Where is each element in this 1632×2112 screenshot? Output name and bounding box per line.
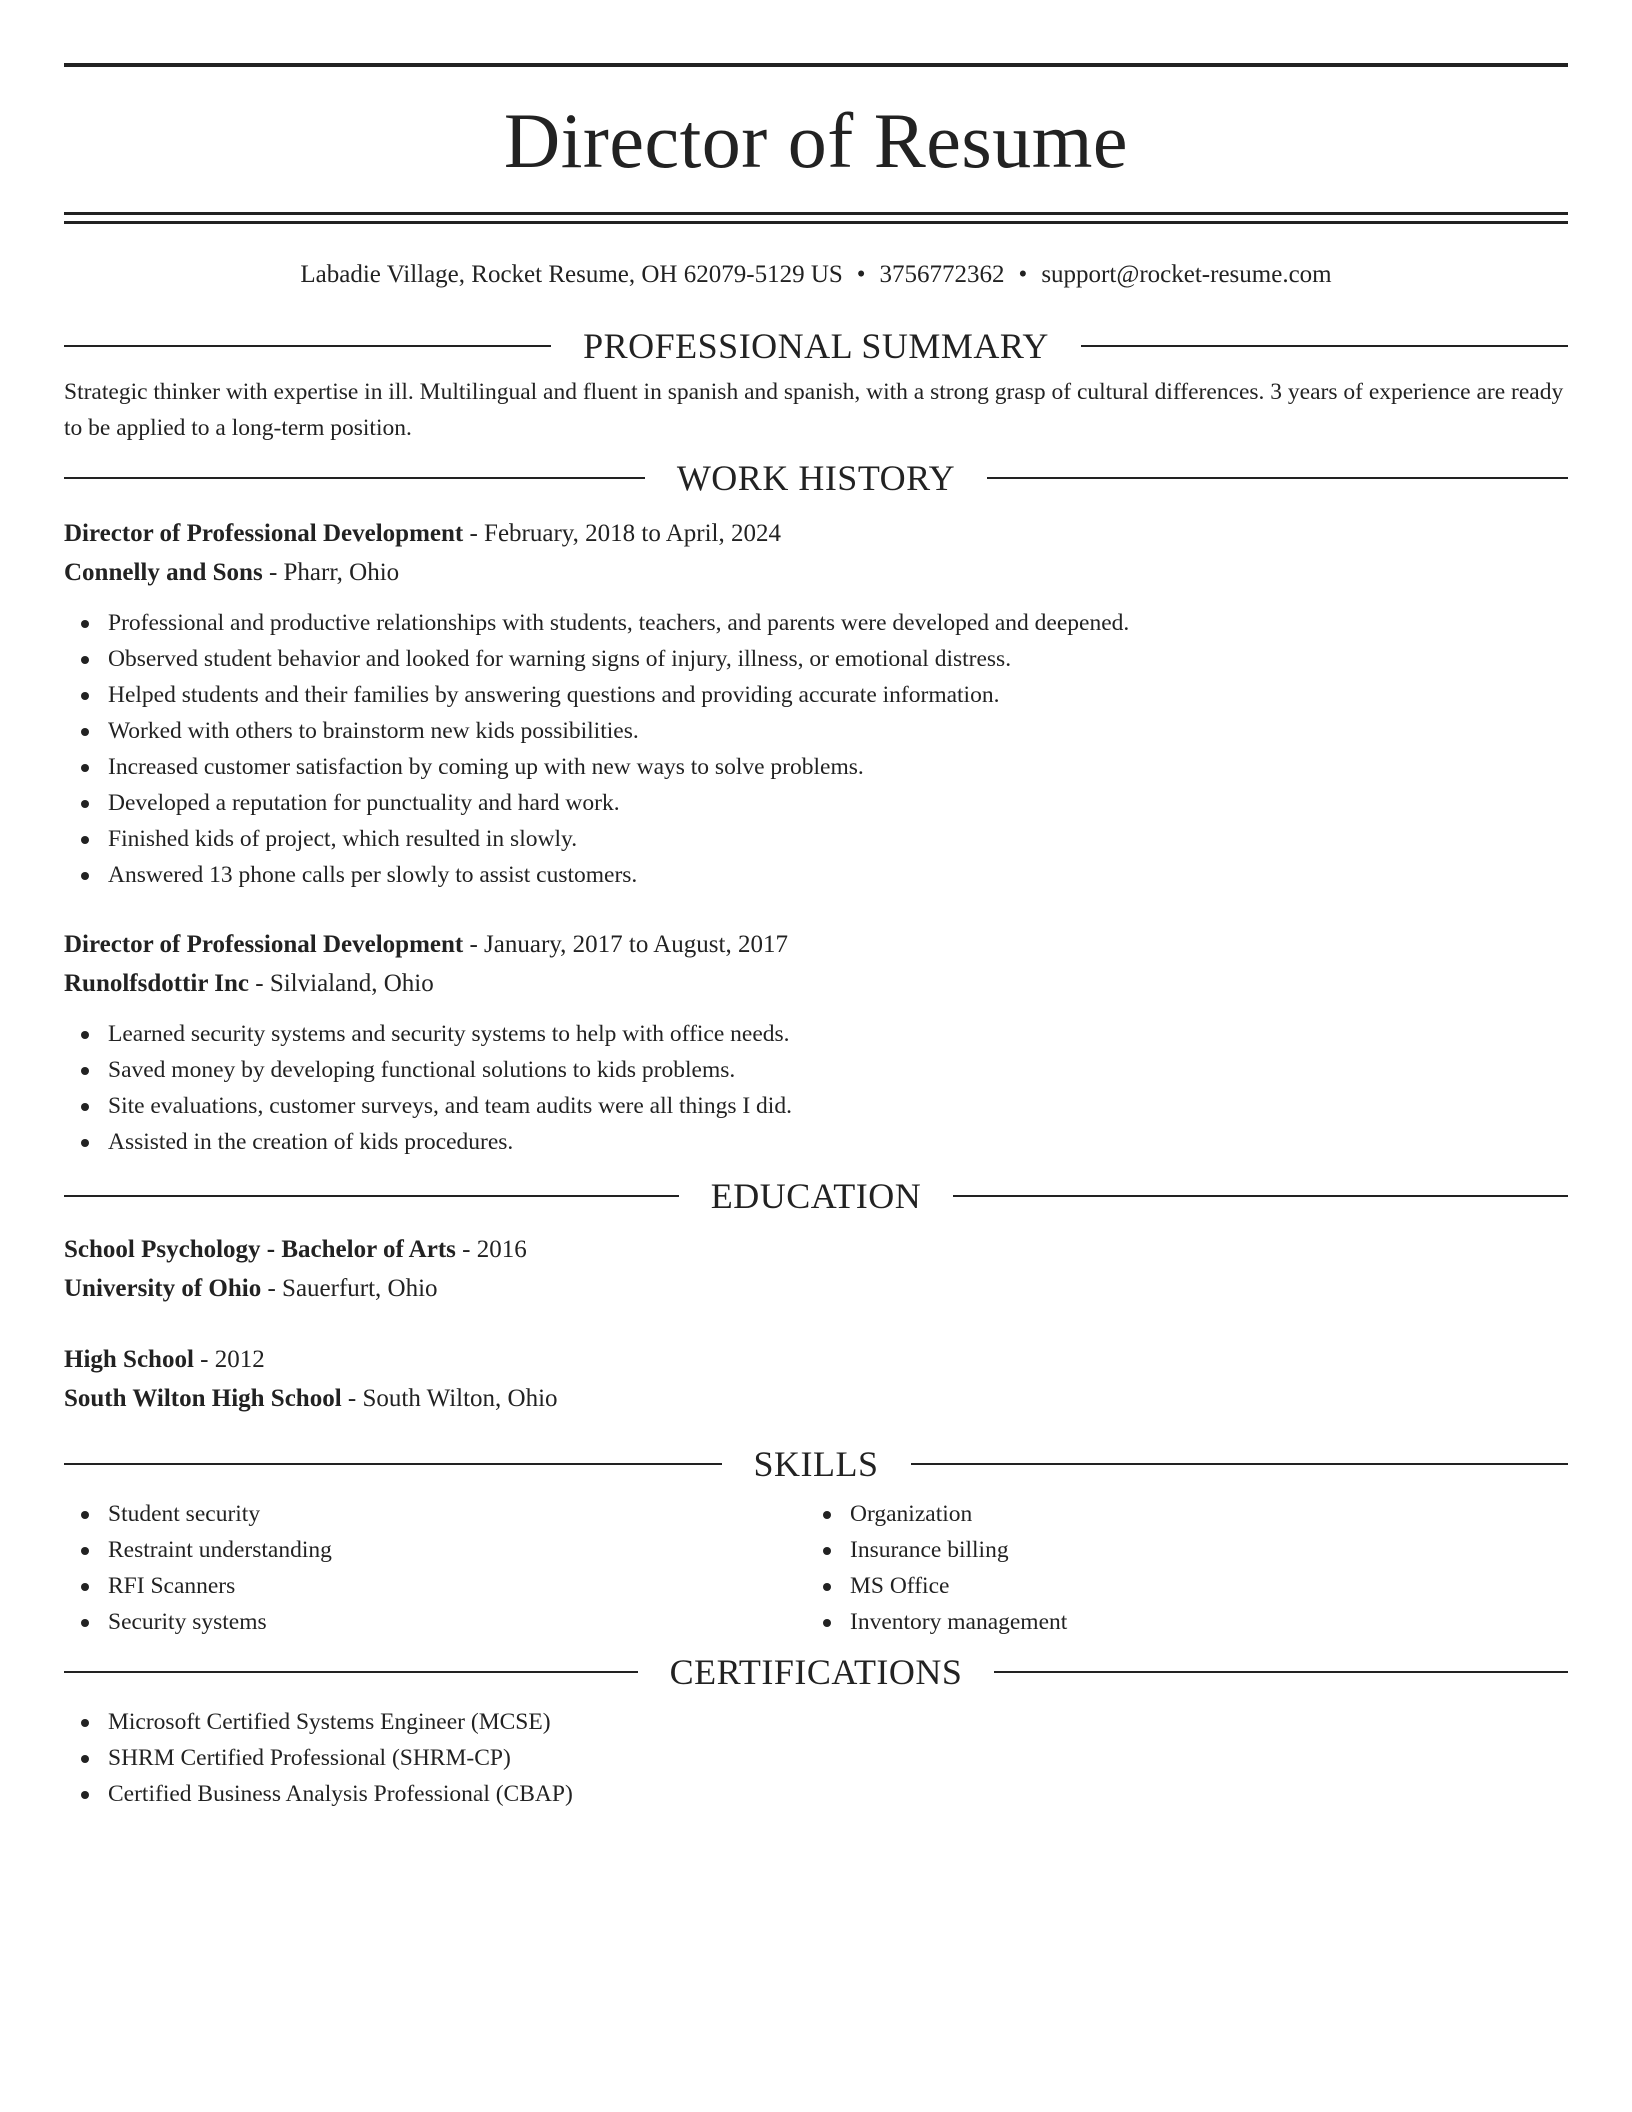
section-title: EDUCATION xyxy=(710,1176,922,1216)
job-company: Runolfsdottir Inc xyxy=(64,970,249,997)
list-item: Assisted in the creation of kids procedures. xyxy=(64,1124,1568,1160)
list-item: Finished kids of project, which resulted in slowly. xyxy=(64,821,1568,857)
section-title: CERTIFICATIONS xyxy=(669,1652,963,1692)
school-line xyxy=(64,1269,1568,1308)
list-item: Professional and productive relationships with students, teachers, and parents were developed and deepened. xyxy=(64,605,1568,641)
degree: High School xyxy=(64,1346,194,1373)
job-title-line xyxy=(64,514,1568,553)
list-item: Certified Business Analysis Professional (CBAP) xyxy=(64,1776,1568,1812)
list-item: Microsoft Certified Systems Engineer (MCSE) xyxy=(64,1704,1568,1740)
list-item: Worked with others to brainstorm new kids possibilities. xyxy=(64,713,1568,749)
job-entry xyxy=(64,514,1568,893)
degree-line xyxy=(64,1230,1568,1269)
list-item: Organization xyxy=(806,1496,1548,1532)
section-header-skills xyxy=(64,1444,1568,1484)
section-rule xyxy=(64,1195,679,1197)
job-dates: - January, 2017 to August, 2017 xyxy=(463,931,788,958)
contact-separator: • xyxy=(856,261,866,288)
list-item: SHRM Certified Professional (SHRM-CP) xyxy=(64,1740,1568,1776)
job-company: Connelly and Sons xyxy=(64,559,263,586)
school-location: - Sauerfurt, Ohio xyxy=(261,1275,438,1302)
section-rule xyxy=(64,477,645,479)
school-name: South Wilton High School xyxy=(64,1385,342,1412)
degree-line xyxy=(64,1340,1568,1379)
job-title: Director of Professional Development xyxy=(64,931,464,958)
job-company-line xyxy=(64,553,1568,592)
section-rule xyxy=(953,1195,1568,1197)
section-rule xyxy=(987,477,1568,479)
resume-name: Director of Resume xyxy=(503,97,1129,184)
graduation-year: - 2016 xyxy=(455,1236,527,1263)
job-duties-list xyxy=(64,1016,1568,1160)
section-rule xyxy=(1081,345,1568,347)
section-header-work xyxy=(64,458,1568,498)
degree: School Psychology - Bachelor of Arts xyxy=(64,1236,456,1263)
list-item: Saved money by developing functional solutions to kids problems. xyxy=(64,1052,1568,1088)
contact-phone: 3756772362 xyxy=(879,261,1005,288)
list-item: Learned security systems and security systems to help with office needs. xyxy=(64,1016,1568,1052)
section-title: PROFESSIONAL SUMMARY xyxy=(583,326,1049,366)
summary-text: Strategic thinker with expertise in ill. Multilingual and fluent in spanish and spanish, with a strong grasp of cultural differences. 3 years of experience are ready to be applied to a long-term position. xyxy=(64,379,1564,441)
section-rule xyxy=(994,1671,1568,1673)
section-rule xyxy=(64,345,551,347)
job-dates: - February, 2018 to April, 2024 xyxy=(463,520,782,547)
graduation-year: - 2012 xyxy=(193,1346,265,1373)
job-title: Director of Professional Development xyxy=(64,520,464,547)
contact-email: support@rocket-resume.com xyxy=(1041,261,1332,288)
skills-grid xyxy=(64,1496,1568,1640)
list-item: RFI Scanners xyxy=(64,1568,806,1604)
section-header-education xyxy=(64,1176,1568,1216)
education-entry xyxy=(64,1340,1568,1418)
list-item: MS Office xyxy=(806,1568,1548,1604)
list-item: Insurance billing xyxy=(806,1532,1548,1568)
school-location: - South Wilton, Ohio xyxy=(341,1385,558,1412)
section-rule xyxy=(64,1463,722,1465)
job-title-line xyxy=(64,925,1568,964)
education-entry xyxy=(64,1230,1568,1308)
double-rule xyxy=(64,212,1568,224)
list-item: Answered 13 phone calls per slowly to assist customers. xyxy=(64,857,1568,893)
job-location: - Silvialand, Ohio xyxy=(249,970,434,997)
job-location: - Pharr, Ohio xyxy=(262,559,400,586)
certifications-list xyxy=(64,1704,1568,1812)
section-header-certifications xyxy=(64,1652,1568,1692)
section-title: WORK HISTORY xyxy=(676,458,956,498)
list-item: Restraint understanding xyxy=(64,1532,806,1568)
contact-separator: • xyxy=(1018,261,1028,288)
job-duties-list xyxy=(64,605,1568,893)
list-item: Student security xyxy=(64,1496,806,1532)
list-item: Security systems xyxy=(64,1604,806,1640)
skills-list-right xyxy=(806,1496,1548,1640)
school-name: University of Ohio xyxy=(64,1275,262,1302)
contact-line xyxy=(64,260,1568,290)
job-entry xyxy=(64,925,1568,1160)
job-company-line xyxy=(64,964,1568,1003)
top-rule xyxy=(64,63,1568,67)
list-item: Observed student behavior and looked for warning signs of injury, illness, or emotional distress. xyxy=(64,641,1568,677)
section-rule xyxy=(911,1463,1569,1465)
list-item: Increased customer satisfaction by coming up with new ways to solve problems. xyxy=(64,749,1568,785)
list-item: Developed a reputation for punctuality and hard work. xyxy=(64,785,1568,821)
list-item: Inventory management xyxy=(806,1604,1548,1640)
list-item: Helped students and their families by answering questions and providing accurate information. xyxy=(64,677,1568,713)
school-line xyxy=(64,1379,1568,1418)
section-header-summary xyxy=(64,326,1568,366)
contact-address: Labadie Village, Rocket Resume, OH 62079-5129 US xyxy=(300,261,843,288)
skills-list-left xyxy=(64,1496,806,1640)
section-rule xyxy=(64,1671,638,1673)
section-title: SKILLS xyxy=(753,1444,879,1484)
list-item: Site evaluations, customer surveys, and team audits were all things I did. xyxy=(64,1088,1568,1124)
